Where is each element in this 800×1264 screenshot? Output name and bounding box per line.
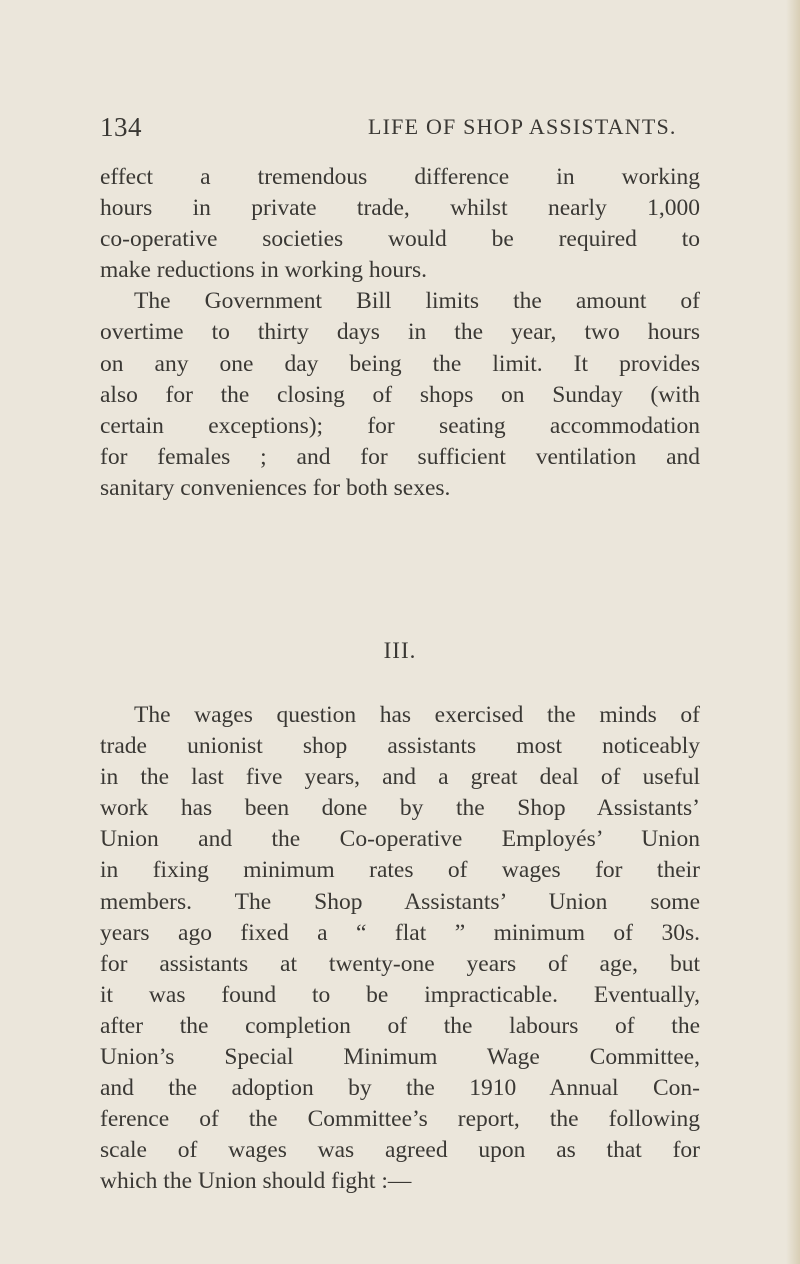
text-line: it was found to be impracticable. Eventually, [100,981,700,1008]
text-line: trade unionist shop assistants most noticeably [100,733,700,760]
text-line: ference of the Committee’s report, the following [100,1106,700,1133]
text-line: Union and the Co-operative Employés’ Union [100,826,700,853]
text-line: on any one day being the limit. It provides [100,350,700,377]
running-header [100,112,700,146]
text-line: also for the closing of shops on Sunday (with [100,381,700,408]
text-line: in fixing minimum rates of wages for their [100,857,700,884]
text-line: in the last five years, and a great deal of useful [100,764,700,791]
text-line: The Government Bill limits the amount of [134,288,700,315]
text-line: after the completion of the labours of the [100,1012,700,1039]
text-line: for assistants at twenty-one years of age, but [100,950,700,977]
text-line: for females ; and for sufficient ventilation and [100,443,700,470]
page-number: 134 [100,112,142,142]
text-line: The wages question has exercised the minds of [134,702,700,728]
page-edge-shadow [786,0,800,1264]
running-title: LIFE OF SHOP ASSISTANTS. [368,114,677,139]
text-line: sanitary conveniences for both sexes. [100,474,451,501]
text-line: hours in private trade, whilst nearly 1,000 [100,195,700,222]
text-line: and the adoption by the 1910 Annual Con- [100,1075,700,1102]
text-line: members. The Shop Assistants’ Union some [100,888,700,915]
text-line: co-operative societies would be required to [100,226,700,253]
text-line: certain exceptions); for seating accommodation [100,412,700,439]
text-line: effect a tremendous difference in working [100,164,700,190]
text-line: Union’s Special Minimum Wage Committee, [100,1044,700,1071]
paragraph-2 [100,700,700,1198]
text-line: which the Union should fight :— [100,1168,412,1195]
paragraph-1 [100,162,700,504]
section-heading: III. [383,638,417,663]
text-line: years ago fixed a “ flat ” minimum of 30s. [100,919,700,946]
text-line: work has been done by the Shop Assistants’ [100,795,700,822]
text-line: make reductions in working hours. [100,257,427,284]
text-line: overtime to thirty days in the year, two hours [100,319,700,346]
text-line: scale of wages was agreed upon as that for [100,1137,700,1164]
